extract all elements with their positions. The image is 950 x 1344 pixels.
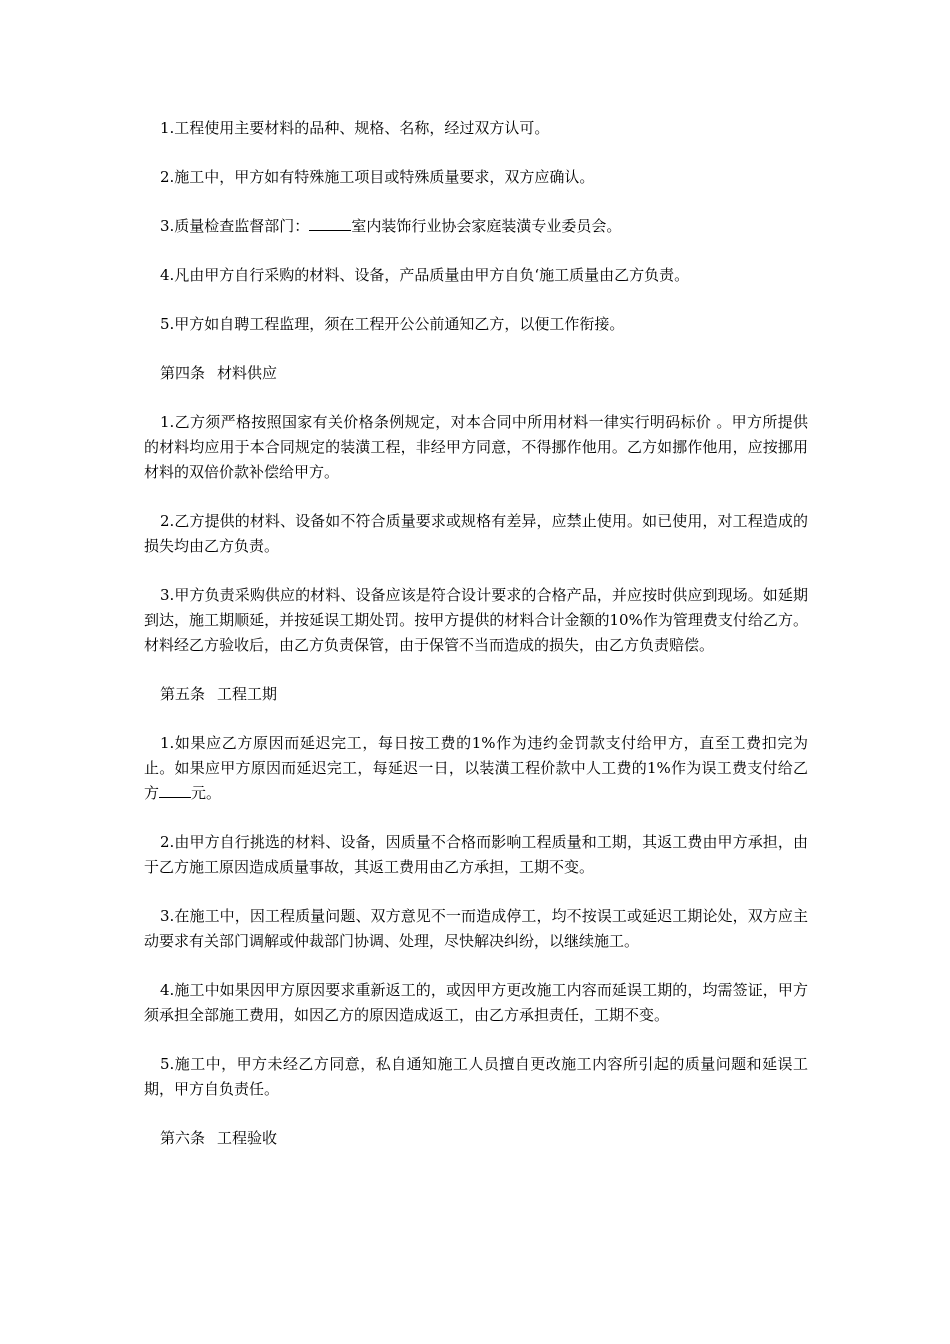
article5-title: 工程工期 [217,685,278,703]
section3-item-2: 2.施工中，甲方如有特殊施工项目或特殊质量要求，双方应确认。 [160,168,595,186]
article5-item-4: 4.施工中如果因甲方原因要求重新返工的，或因甲方更改施工内容而延误工期的，均需签证，甲方须承担全部施工费用，如因乙方的原因造成返工，由乙方承担责任，工期不变。 [144,981,808,1024]
article4-item-1: 1.乙方须严格按照国家有关价格条例规定，对本合同中所用材料一律实行明码标价 。甲方所提供的材料均应用于本合同规定的装潢工程，非经甲方同意，不得挪作他用。乙方如挪作他用，应按挪用材料的双倍价款补偿给甲方。 [144,413,808,481]
article5-item-3: 3.在施工中，因工程质量问题、双方意见不一而造成停工，均不按误工或延迟工期论处，双方应主动要求有关部门调解或仲裁部门协调、处理，尽快解决纠纷，以继续施工。 [144,907,808,950]
section3-item-3 [144,214,808,239]
article4-item-3: 3.甲方负责采购供应的材料、设备应该是符合设计要求的合格产品，并应按时供应到现场。如延期到达，施工期顺延，并按延误工期处罚。按甲方提供的材料合计金额的10%作为管理费支付给乙方。材料经乙方验收后，由乙方负责保管，由于保管不当而造成的损失，由乙方负责赔偿。 [144,586,808,654]
article6-title: 工程验收 [217,1129,278,1147]
section3-item-3-text: 室内装饰行业协会家庭装潢专业委员会。 [351,217,622,235]
fill-in-blank [309,216,351,231]
article4-number: 第四条 [160,364,206,382]
article4-item-2: 2.乙方提供的材料、设备如不符合质量要求或规格有差异，应禁止使用。如已使用，对工程造成的损失均由乙方负责。 [144,512,808,555]
article4-heading [144,361,808,386]
article5-heading [144,682,808,707]
fill-in-blank [159,783,191,798]
section3-item-4: 4.凡由甲方自行采购的材料、设备，产品质量由甲方自负‘施工质量由乙方负责。 [160,266,690,284]
document-body [144,116,808,1175]
article5-item-2: 2.由甲方自行挑选的材料、设备，因质量不合格而影响工程质量和工期，其返工费由甲方承担，由于乙方施工原因造成质量事故，其返工费用由乙方承担，工期不变。 [144,833,808,876]
article6-number: 第六条 [160,1129,206,1147]
article6-heading [144,1126,808,1151]
section3-item-5: 5.甲方如自聘工程监理，须在工程开公公前通知乙方，以便工作衔接。 [160,315,625,333]
section3-item-1: 1.工程使用主要材料的品种、规格、名称，经过双方认可。 [160,119,550,137]
section3-item-3-prefix: 3.质量检查监督部门： [160,217,310,235]
article5-item-1-text: 1.如果应乙方原因而延迟完工，每日按工费的1%作为违约金罚款支付给甲方，直至工费扣完为止。如果应甲方原因而延迟完工，每延迟一日，以装潢工程价款中人工费的1%作为误工费支付给乙方 [144,734,808,802]
article5-item-5: 5.施工中，甲方未经乙方同意，私自通知施工人员擅自更改施工内容所引起的质量问题和延误工期，甲方自负责任。 [144,1055,808,1098]
article5-item-1-suffix: 元。 [191,784,222,802]
article5-number: 第五条 [160,685,206,703]
article5-item-1 [144,731,808,806]
article4-title: 材料供应 [217,364,278,382]
